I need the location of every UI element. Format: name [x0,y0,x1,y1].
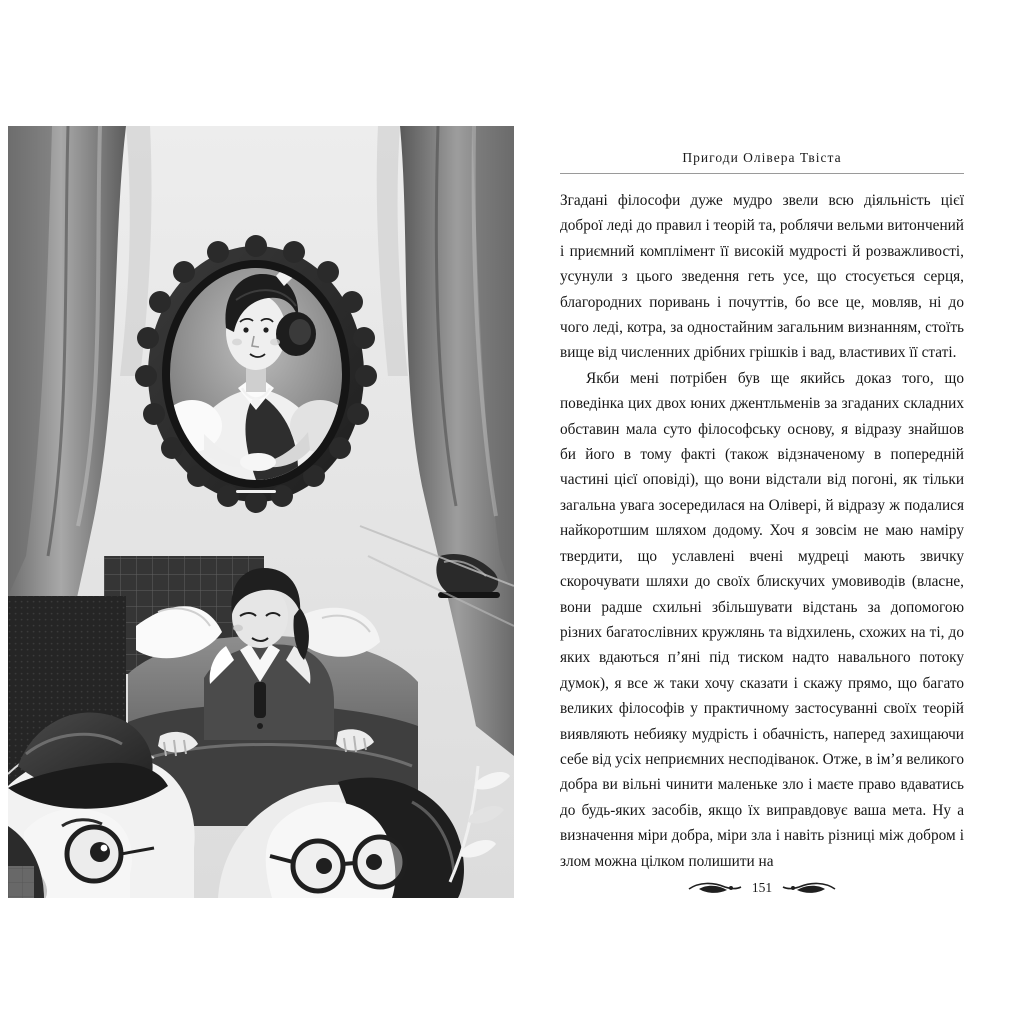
ornament-left-icon [687,880,743,896]
paragraph-1: Згадані філософи дуже мудро звели всю діяльність цієї доброї леді до правил і теорій та, роблячи вельми витончений і приємний комплімент її високій мудрості й розважливості, усунули з цього зведення геть усе, що стосується серця, благородних поривань і почуттів, бо все це, мовляв, ні до чого леді, котра, за одностайним загальним визнанням, стоїть вище від численних дрібних грішків і вад, властивих її статі. [560,192,964,362]
body-text [560,188,964,874]
page-number: 151 [751,880,773,895]
page-folio [560,880,964,896]
header-rule [560,173,964,174]
running-head: Пригоди Олівера Твіста [682,150,842,165]
text-page [560,150,964,895]
oliver-twist-chapter-illustration [8,126,514,898]
paragraph-2: Якби мені потрібен був ще якийсь доказ того, що поведінка цих двох юних джентльменів за згаданих складних обставин мала суто філософську основу, я відразу знайшов би його в тому факті (також відзначеному в попередній частині цієї оповіді), що вони відстали від погоні, як тільки загальна увага зосередилася на Олівері, й відразу ж подалися найкоротшим шляхом додому. Хоч я зовсім не маю наміру твердити, що уславлені вчені мудреці мають звичку скорочувати шляхи до своїх блискучих умовиводів (власне, вони радше схильні збільшувати відстань за допомогою різних багатослівних кружлянь та відхилень, схожих на ті, до яких вдаються п’яні під тиском надто навального потоку думок), я все ж таки хочу сказати і скажу прямо, що багато великих філософів у практичному застосуванні своїх теорій виявляють небиякy мудрість і обачність, наперед захищаючи себе від усіх неприємних несподіванок. Отже, в ім’я великого добра ви вільні чинити маленьке зло і маєте право вдаватись до будь-яких засобів, якщо їх виправдовує ваша мета. Ну а визначення міри добра, міри зла і навіть різниці між добром і злом можна цілком полишити на [560,369,964,870]
illustration-page [8,126,514,898]
ornament-right-icon [781,880,837,896]
